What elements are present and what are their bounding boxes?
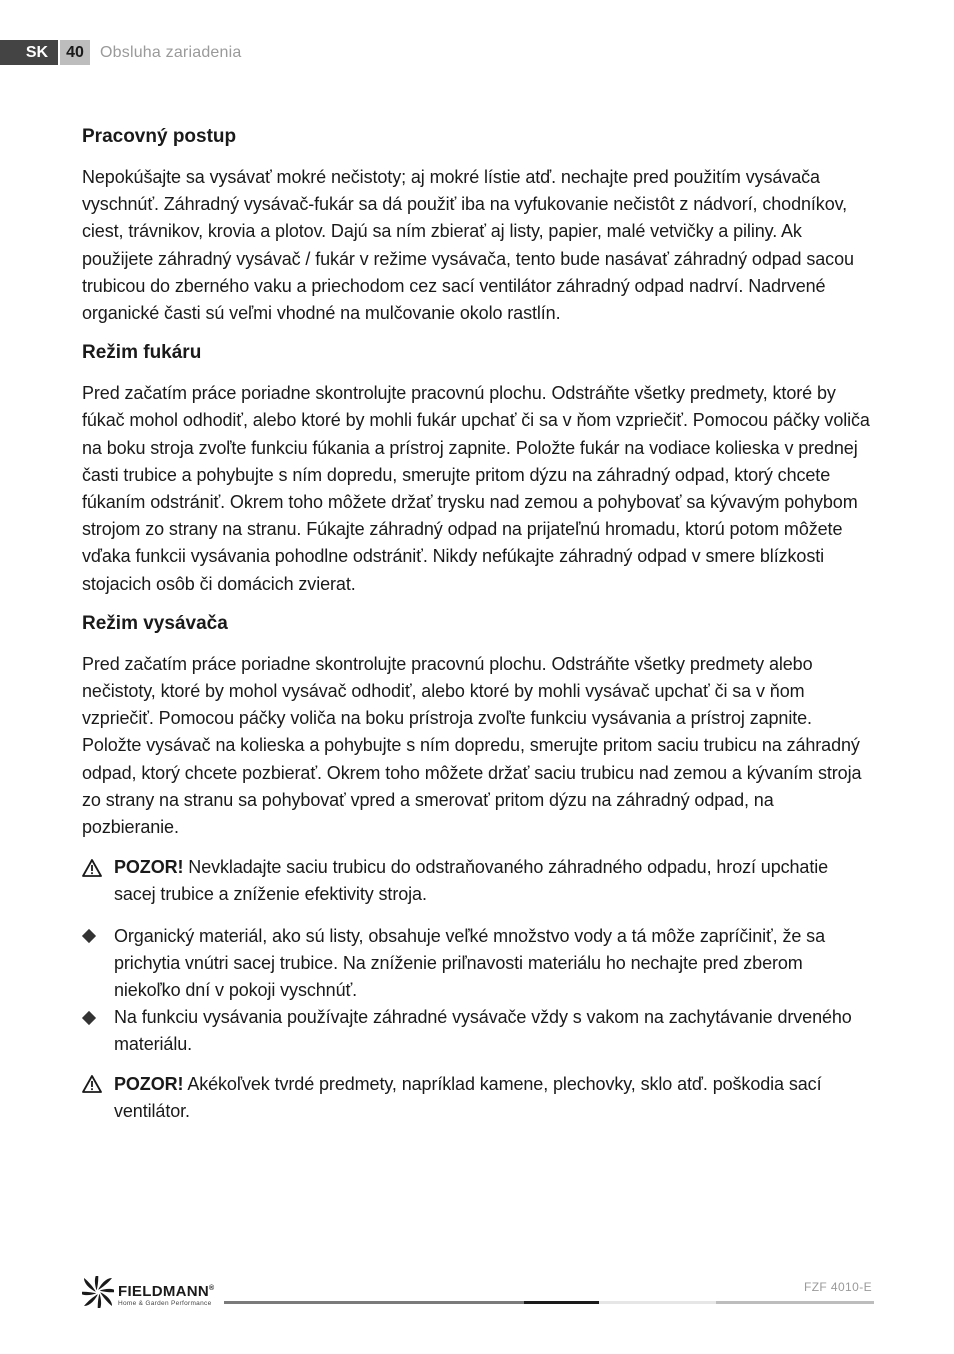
list-item	[82, 1004, 874, 1058]
warning-label: POZOR!	[114, 1073, 184, 1094]
footer-bar-silver	[716, 1301, 874, 1304]
bullet-text: Na funkciu vysávania používajte záhradné vysávače vždy s vakom na zachytávanie drveného materiálu.	[114, 1007, 852, 1055]
warning-text: Nevkladajte saciu trubicu do odstraňovaného záhradného odpadu, hrozí upchatie sacej trubice a zníženie efektivity stroja.	[114, 857, 829, 905]
footer-bar-dark	[524, 1301, 599, 1304]
paragraph-procedure: Nepokúšajte sa vysávať mokré nečistoty; aj mokré lístie atď. nechajte pred použitím vysávača vyschnúť. Záhradný vysávač-fukár sa dá použiť iba na vyfukovanie nečistôt z nádvorí, chodníkov, ciest, trávnikov, krovia a plotov. Dajú sa ním zbierať aj listy, papier, malé vetvičky a piliny. Ak použijete záhradný vysávač / fukár v režime vysávača, tento bude nasávať záhradný odpad sacou trubicou do zberného vaku a priechodom cez sací ventilátor záhradný odpad nadrví. Nadrvené organické časti sú veľmi vhodné na mulčovanie okolo rastlín.	[82, 167, 854, 324]
bullet-icon	[82, 1004, 114, 1031]
fan-logo-icon	[82, 1276, 114, 1313]
brand-logo	[82, 1276, 215, 1313]
warning-triangle-icon	[82, 1071, 114, 1098]
page-footer	[82, 1276, 874, 1316]
trademark-sign: ®	[209, 1285, 215, 1292]
brand-name: FIELDMANN	[118, 1283, 210, 1300]
warning-text: Akékoľvek tvrdé predmety, napríklad kamene, plechovky, sklo atď. poškodia sací ventilátor.	[114, 1073, 822, 1121]
bullet-text: Organický materiál, ako sú listy, obsahuje veľké množstvo vody a tá môže zapríčiniť, že sa prichytia vnútri sacej trubice. Na zníženie priľnavosti materiálu ho nechajte pred zberom niekoľko dní v pokoji vyschnúť.	[114, 925, 825, 1001]
language-tag: SK	[0, 40, 58, 65]
warning-note-2	[82, 1071, 874, 1125]
warning-note-1	[82, 854, 874, 908]
paragraph-blower-mode: Pred začatím práce poriadne skontrolujte pracovnú plochu. Odstráňte všetky predmety, ktoré by fúkač mohol odhodiť, alebo ktoré by mohli fukár upchať či sa v ňom vzpriečiť. Pomocou páčky voliča na boku stroja zvoľte funkciu fúkania a prístroj zapnite. Položte fukár na vodiace kolieska v prednej časti trubice a pohybujte s ním dopredu, smerujte pritom dýzu na záhradný odpad, ktorý chcete fúkaním odstrániť. Okrem toho môžete držať trysku nad zemou a pohybovať sa kývavým pohybom strojom zo strany na stranu. Fúkajte záhradný odpad na prijateľnú hromadu, ktorú potom môžete vďaka funkcii vysávania pohodlne odstrániť. Nikdy nefúkajte záhradný odpad v smere blízkosti stojacich osôb či domácich zvierat.	[82, 383, 870, 594]
bullet-icon	[82, 923, 114, 950]
page-header	[0, 40, 241, 65]
bullet-list	[82, 923, 874, 1059]
warning-label: POZOR!	[114, 857, 184, 878]
brand-tagline: Home & Garden Performance	[118, 1300, 212, 1307]
section-title: Obsluha zariadenia	[100, 43, 242, 61]
footer-bar-gray	[224, 1301, 524, 1304]
warning-triangle-icon	[82, 854, 114, 881]
heading-vacuum-mode: Režim vysávača	[82, 612, 228, 634]
heading-procedure: Pracovný postup	[82, 126, 237, 147]
footer-bar-light	[599, 1301, 716, 1304]
paragraph-vacuum-mode: Pred začatím práce poriadne skontrolujte pracovnú plochu. Odstráňte všetky predmety alebo nečistoty, ktoré by mohol vysávač odhodiť, alebo ktoré by mohli vysávač upchať či sa v ňom vzpriečiť. Pomocou páčky voliča na boku prístroja zvoľte funkciu vysávania a prístroj zapnite. Položte vysávač na kolieska a pohybujte s ním dopredu, smerujte pritom saciu trubicu na záhradný odpad, ktorý chcete pozbierať. Okrem toho môžete držať saciu trubicu nad zemou a kývaním stroja zo strany na stranu sa pohybovať vpred a smerovať pritom dýzu na záhradný odpad, na pozbieranie.	[82, 653, 862, 838]
model-number: FZF 4010-E	[803, 1280, 872, 1294]
list-item	[82, 923, 874, 1005]
heading-blower-mode: Režim fukáru	[82, 342, 202, 364]
page-number: 40	[60, 40, 90, 65]
page-content	[82, 124, 874, 1139]
